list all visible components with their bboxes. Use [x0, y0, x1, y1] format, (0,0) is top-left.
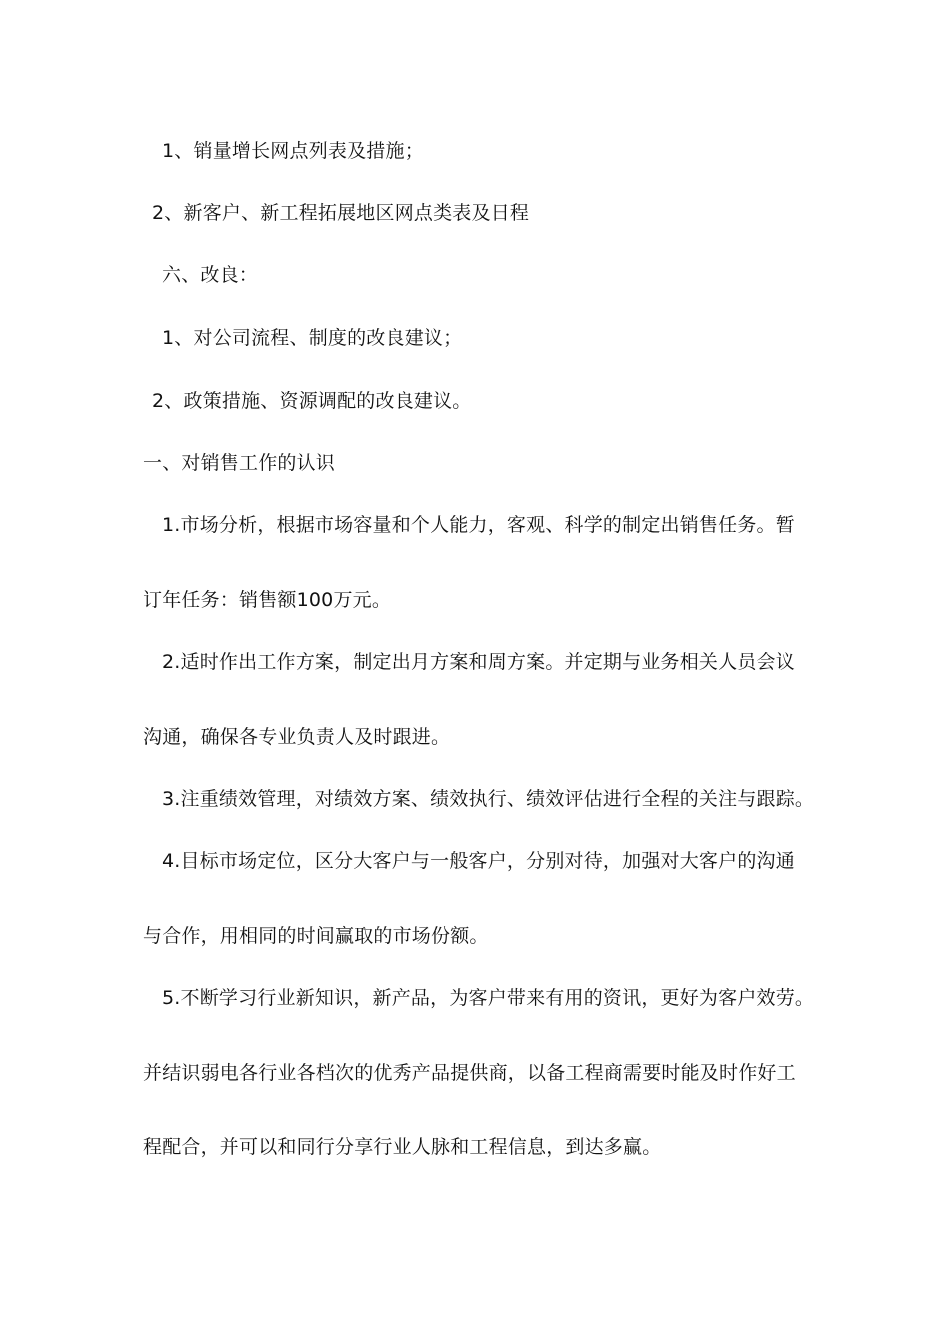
paragraph-market-analysis: 1.市场分析，根据市场容量和个人能力，客观、科学的制定出销售任务。暂 — [162, 514, 795, 536]
list-item-sales-growth: 1、销量增长网点列表及措施； — [162, 140, 424, 162]
paragraph-market-analysis-cont: 订年任务：销售额100万元。 — [143, 589, 392, 611]
list-item-policy-improvement: 2、政策措施、资源调配的改良建议。 — [152, 390, 472, 412]
section-heading-sales-understanding: 一、对销售工作的认识 — [143, 452, 336, 474]
paragraph-work-plan-cont: 沟通，确保各专业负责人及时跟进。 — [143, 726, 451, 748]
list-item-new-customers: 2、新客户、新工程拓展地区网点类表及日程 — [152, 202, 530, 224]
paragraph-learning: 5.不断学习行业新知识，新产品，为客户带来有用的资讯，更好为客户效劳。 — [162, 987, 815, 1009]
section-heading-improvement: 六、改良： — [162, 264, 259, 286]
paragraph-performance: 3.注重绩效管理，对绩效方案、绩效执行、绩效评估进行全程的关注与跟踪。 — [162, 788, 815, 810]
paragraph-learning-cont-2: 程配合，并可以和同行分享行业人脉和工程信息，到达多赢。 — [143, 1136, 662, 1158]
paragraph-work-plan: 2.适时作出工作方案，制定出月方案和周方案。并定期与业务相关人员会议 — [162, 651, 795, 673]
paragraph-target-market: 4.目标市场定位，区分大客户与一般客户，分别对待，加强对大客户的沟通 — [162, 850, 795, 872]
paragraph-learning-cont-1: 并结识弱电各行业各档次的优秀产品提供商，以备工程商需要时能及时作好工 — [143, 1062, 796, 1084]
list-item-process-improvement: 1、对公司流程、制度的改良建议； — [162, 327, 463, 349]
paragraph-target-market-cont: 与合作，用相同的时间赢取的市场份额。 — [143, 925, 489, 947]
